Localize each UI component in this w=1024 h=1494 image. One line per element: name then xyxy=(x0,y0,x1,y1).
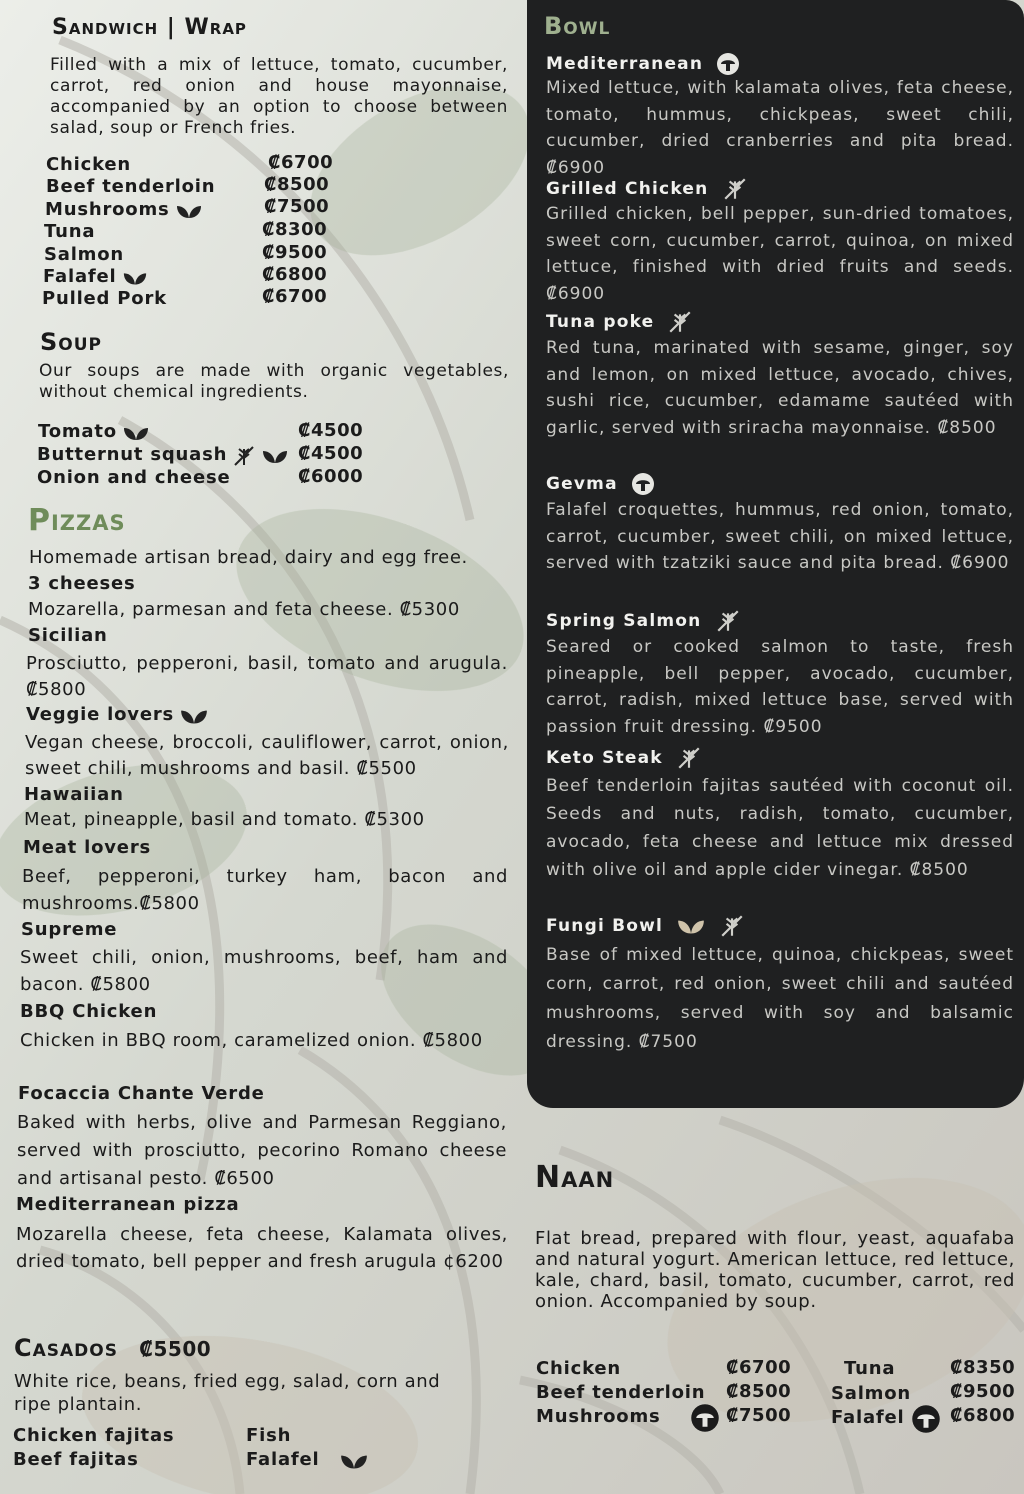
gluten-free-icon xyxy=(232,445,256,467)
item-price: ₡7500 xyxy=(264,196,330,217)
item-name: Onion and cheese xyxy=(37,467,231,488)
list-item xyxy=(16,1221,508,1275)
item-name: Spring Salmon xyxy=(546,611,702,631)
soup-description: Our soups are made with organic vegetables, without chemical ingredients. xyxy=(39,361,509,402)
gluten-free-icon xyxy=(667,310,693,334)
gluten-free-icon xyxy=(719,914,745,938)
list-item xyxy=(268,152,333,174)
list-item xyxy=(28,599,508,620)
item-price: ₡6700 xyxy=(262,286,328,307)
vegan-leaf-icon xyxy=(261,447,289,465)
item-name-row xyxy=(546,177,748,201)
item-description: Mozarella cheese, feta cheese, Kalamata olives, dried tomato, bell pepper and fresh arugula ¢6200 xyxy=(16,1224,508,1272)
mushroom-icon xyxy=(716,52,740,76)
item-name: Mediterranean xyxy=(546,54,704,74)
list-item xyxy=(44,244,124,266)
item-name-row xyxy=(546,609,741,633)
item-name: Keto Steak xyxy=(546,748,663,768)
casados-option: Fish xyxy=(246,1425,292,1446)
list-item xyxy=(22,863,508,917)
list-item xyxy=(42,288,167,310)
list-item xyxy=(46,154,131,176)
item-name-row xyxy=(546,472,655,496)
item-description: Red tuna, marinated with sesame, ginger, soy and lemon, on mixed lettuce, avocado, chives, sushi rice, cucumber, edamame sautéed with garlic, served with sriracha mayonnaise. ₡8500 xyxy=(546,338,1014,438)
list-item xyxy=(45,199,203,221)
list-item xyxy=(536,1358,621,1380)
gluten-free-icon xyxy=(722,177,748,201)
item-name-row xyxy=(546,310,693,334)
vegan-leaf-icon xyxy=(179,706,209,726)
list-item xyxy=(43,266,148,288)
item-price: ₡4500 xyxy=(298,420,364,441)
item-name: Supreme xyxy=(21,919,118,940)
item-name: Sicilian xyxy=(28,625,108,646)
casados-price: ₡5500 xyxy=(139,1337,212,1361)
list-item xyxy=(28,573,136,594)
list-item xyxy=(24,809,508,830)
item-price: ₡9500 xyxy=(262,242,328,263)
pizzas-title: Pizzas xyxy=(28,503,126,538)
list-item xyxy=(23,837,151,858)
list-item xyxy=(844,1358,895,1380)
item-name: Focaccia Chante Verde xyxy=(18,1083,265,1104)
item-name: Beef tenderloin xyxy=(46,176,216,197)
list-item xyxy=(950,1405,1015,1427)
item-name: 3 cheeses xyxy=(28,573,136,594)
item-price: ₡4500 xyxy=(298,443,364,464)
item-description: Meat, pineapple, basil and tomato. ₡5300 xyxy=(24,809,425,830)
list-item xyxy=(831,1407,905,1429)
list-item xyxy=(26,704,209,726)
item-name: Pulled Pork xyxy=(42,288,167,309)
item-name: Veggie lovers xyxy=(26,704,175,725)
list-item xyxy=(298,420,363,442)
item-name-row xyxy=(546,914,745,938)
item-description: Grilled chicken, bell pepper, sun-dried tomatoes, sweet corn, cucumber, carrot, quinoa, on mixed lettuce, finished with dried fruits and seeds. ₡6900 xyxy=(546,204,1014,304)
item-name-row xyxy=(546,746,702,770)
list-item xyxy=(264,174,329,196)
item-name: Tuna poke xyxy=(546,312,655,332)
item-name-row xyxy=(546,52,740,76)
item-name: Gevma xyxy=(546,474,618,494)
item-price: ₡8500 xyxy=(264,174,330,195)
list-item xyxy=(25,730,509,782)
item-description: Sweet chili, onion, mushrooms, beef, ham and bacon. ₡5800 xyxy=(20,947,508,995)
item-name: Meat lovers xyxy=(23,837,152,858)
item-description: Prosciutto, pepperoni, basil, tomato and arugula. ₡5800 xyxy=(26,653,508,700)
gluten-free-icon xyxy=(715,609,741,633)
list-item xyxy=(38,421,150,443)
list-item xyxy=(20,1001,157,1022)
mushroom-icon xyxy=(911,1404,941,1434)
item-price: ₡6800 xyxy=(262,264,328,285)
item-price: ₡8350 xyxy=(950,1357,1016,1378)
item-description: Beef tenderloin fajitas sautéed with coconut oil. Seeds and nuts, radish, tomato, cucumber, avocado, feta cheese and lettuce mix dressed with olive oil and apple cider vinegar. ₡8500 xyxy=(546,776,1014,880)
item-name: Salmon xyxy=(44,244,125,265)
casados-description: White rice, beans, fried egg, salad, corn and ripe plantain. xyxy=(14,1371,441,1415)
item-name: Tuna xyxy=(844,1358,896,1379)
vegan-leaf-icon xyxy=(122,424,150,442)
list-item xyxy=(831,1383,911,1405)
item-name: Tuna xyxy=(44,221,96,242)
list-item xyxy=(16,1194,240,1215)
sandwich-description: Filled with a mix of lettuce, tomato, cucumber, carrot, red onion and house mayonnaise, accompanied by an option to choose between salad, soup or French fries. xyxy=(50,55,508,138)
item-description: Mixed lettuce, with kalamata olives, feta cheese, tomato, hummus, chickpeas, sweet chili, cucumber, dried cranberries and pita bread. ₡6900 xyxy=(546,78,1014,178)
bowl-title: Bowl xyxy=(544,12,611,40)
item-name: Butternut squash xyxy=(37,444,228,465)
list-item xyxy=(20,944,508,998)
item-description: Falafel croquettes, hummus, red onion, tomato, carrot, cucumber, sweet chili, on mixed lettuce, served with tzatziki sauce and pita bread. ₡6900 xyxy=(546,500,1014,573)
item-price: ₡8300 xyxy=(262,219,328,240)
item-name: Grilled Chicken xyxy=(546,179,709,199)
item-description: Baked with herbs, olive and Parmesan Reggiano, served with prosciutto, pecorino Romano cheese and artisanal pesto. ₡6500 xyxy=(17,1112,507,1189)
list-item xyxy=(24,784,124,805)
item-description: Beef, pepperoni, turkey ham, bacon and mushrooms.₡5800 xyxy=(22,866,508,914)
item-description: Vegan cheese, broccoli, cauliflower, carrot, onion, sweet chili, mushrooms and basil. ₡5500 xyxy=(25,732,509,779)
item-name: Chicken xyxy=(46,154,131,175)
list-item xyxy=(262,242,327,264)
item-name: Chicken xyxy=(536,1358,621,1379)
list-item xyxy=(46,176,215,198)
list-item xyxy=(17,1109,507,1193)
item-name: Beef tenderloin xyxy=(536,1382,706,1403)
item-price: ₡6700 xyxy=(726,1357,792,1378)
item-description: Chicken in BBQ room, caramelized onion. ₡5800 xyxy=(20,1030,483,1051)
bowl-panel xyxy=(527,0,1024,1108)
item-price: ₡9500 xyxy=(950,1381,1016,1402)
list-item xyxy=(726,1381,791,1403)
soup-title: Soup xyxy=(40,328,103,356)
pizzas-description: Homemade artisan bread, dairy and egg free. xyxy=(29,547,468,568)
item-price: ₡6000 xyxy=(298,466,364,487)
gluten-free-icon xyxy=(676,746,702,770)
list-item xyxy=(298,466,363,488)
item-price: ₡6800 xyxy=(950,1405,1016,1426)
list-item xyxy=(262,219,327,241)
list-item xyxy=(44,221,95,243)
list-item xyxy=(37,467,230,489)
vegan-leaf-icon xyxy=(122,269,148,287)
item-name: Mushrooms xyxy=(45,199,170,220)
list-item xyxy=(262,286,327,308)
item-name: BBQ Chicken xyxy=(20,1001,158,1022)
item-description: Seared or cooked salmon to taste, fresh pineapple, bell pepper, avocado, cucumber, carrot, radish, mixed lettuce base, served with passion fruit dressing. ₡9500 xyxy=(546,637,1014,737)
item-description: Mozarella, parmesan and feta cheese. ₡5300 xyxy=(28,599,460,620)
item-name: Falafel xyxy=(43,266,117,287)
list-item xyxy=(950,1357,1015,1379)
list-item xyxy=(536,1406,661,1428)
mushroom-icon xyxy=(690,1403,720,1433)
list-item xyxy=(18,1083,265,1104)
vegan-leaf-icon xyxy=(175,202,203,220)
naan-title: Naan xyxy=(535,1160,615,1195)
list-item xyxy=(26,651,508,703)
item-price: ₡8500 xyxy=(726,1381,792,1402)
casados-title: Casados xyxy=(14,1334,118,1362)
item-description: Base of mixed lettuce, quinoa, chickpeas, sweet corn, carrot, red onion, sweet chili and sautéed mushrooms, served with soy and balsamic dressing. ₡7500 xyxy=(546,945,1014,1052)
list-item xyxy=(264,196,329,218)
item-name: Mushrooms xyxy=(536,1406,661,1427)
list-item xyxy=(726,1357,791,1379)
item-price: ₡7500 xyxy=(726,1405,792,1426)
casados-option-falafel xyxy=(246,1449,369,1472)
item-name: Tomato xyxy=(38,421,117,442)
list-item xyxy=(20,1027,508,1054)
list-item xyxy=(37,444,289,466)
sandwich-title: Sandwich | Wrap xyxy=(52,15,247,40)
list-item xyxy=(298,443,363,465)
casados-option: Falafel xyxy=(246,1449,320,1470)
mushroom-icon xyxy=(631,472,655,496)
item-name: Salmon xyxy=(831,1383,912,1404)
list-item xyxy=(28,625,108,646)
item-name: Falafel xyxy=(831,1407,905,1428)
naan-description: Flat bread, prepared with flour, yeast, aquafaba and natural yogurt. American lettuce, red lettuce, kale, chard, basil, tomato, cucumber, carrot, red onion. Accompanied by soup. xyxy=(535,1228,1015,1312)
list-item xyxy=(726,1405,791,1427)
item-name: Hawaiian xyxy=(24,784,124,805)
vegan-leaf-icon xyxy=(339,1450,369,1472)
list-item xyxy=(21,919,117,940)
casados-option: Chicken fajitas xyxy=(13,1425,175,1446)
casados-header xyxy=(14,1334,211,1362)
item-name: Mediterranean pizza xyxy=(16,1194,240,1215)
list-item xyxy=(262,264,327,286)
vegan-leaf-icon xyxy=(676,916,706,936)
casados-option: Beef fajitas xyxy=(13,1449,139,1470)
item-price: ₡6700 xyxy=(268,152,334,173)
list-item xyxy=(950,1381,1015,1403)
item-name: Fungi Bowl xyxy=(546,916,664,936)
list-item xyxy=(536,1382,705,1404)
